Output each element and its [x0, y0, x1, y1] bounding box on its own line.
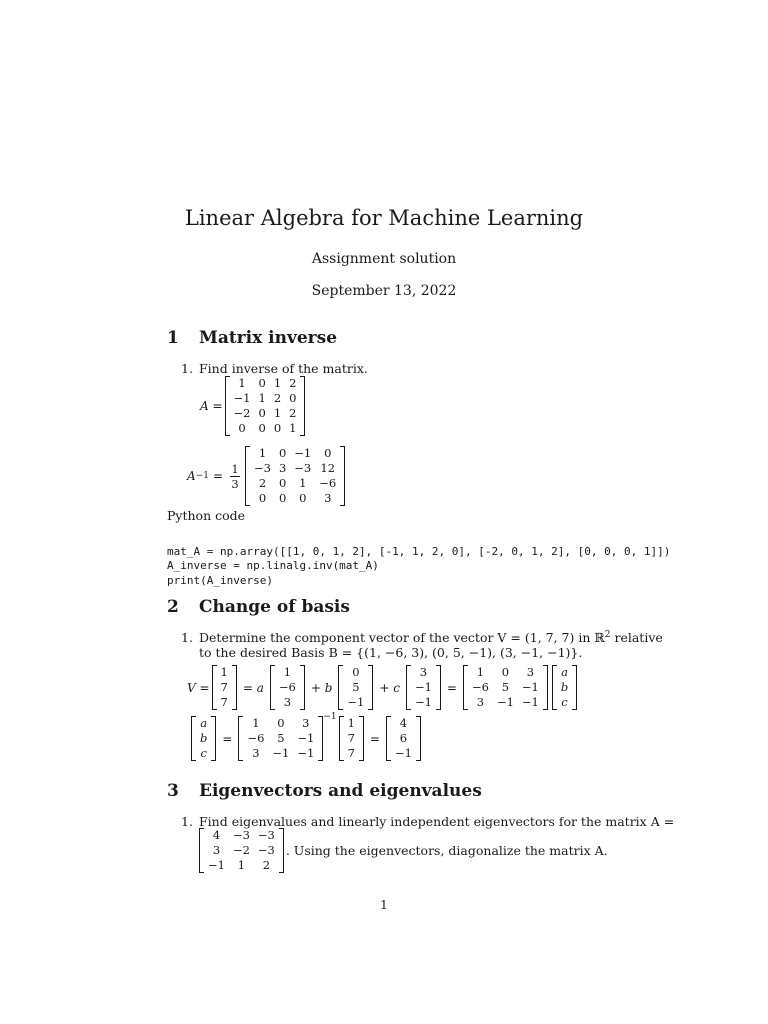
page-number: 1 — [380, 898, 388, 912]
basis-vector-2 — [338, 665, 373, 710]
matrix-A-inverse — [245, 446, 345, 506]
fraction-numerator: 1 — [231, 461, 239, 476]
vector-cell: a — [561, 665, 568, 679]
matrix-A-inverse-equation — [187, 446, 347, 506]
matrix-row — [230, 406, 301, 421]
vector-row — [344, 716, 359, 731]
matrix-cell: −3 — [257, 828, 275, 842]
result-vector — [386, 716, 421, 761]
vector-cell: 1 — [347, 716, 355, 730]
python-code-label: Python code — [167, 508, 246, 523]
matrix-cell: 3 — [476, 695, 485, 709]
matrix-row — [468, 695, 543, 710]
vector-row — [217, 680, 232, 695]
basis-vector-1-table — [275, 665, 300, 710]
vector-row — [343, 680, 368, 695]
matrix-cell: 0 — [501, 665, 510, 679]
basis-vector-2-table — [343, 665, 368, 710]
matrix-cell: −1 — [233, 391, 251, 405]
matrix-A-inverse-table — [250, 446, 340, 506]
document-subtitle: Assignment solution — [311, 251, 457, 267]
matrix-cell: −1 — [297, 731, 315, 745]
fraction-denominator: 3 — [231, 476, 239, 491]
basis-matrix-inverse — [238, 716, 323, 761]
equals-sign: = — [212, 469, 224, 483]
vector-row — [196, 746, 211, 761]
matrix-cell: 0 — [278, 446, 287, 460]
matrix-row — [204, 828, 279, 843]
matrix-cell: 0 — [289, 391, 297, 405]
vector-row — [411, 695, 436, 710]
vector-cell: b — [560, 680, 569, 694]
matrix-cell: 1 — [237, 858, 246, 872]
vector-abc — [552, 665, 577, 710]
matrix-row — [230, 391, 301, 406]
vector-V-table — [217, 665, 232, 710]
exercise-2-1-line2: to the desired Basis B = {(1, −6, 3), (0, 5, −1), (3, −1, −1)}. — [199, 645, 583, 660]
coef-b: + b — [310, 680, 333, 695]
matrix-cell: 1 — [273, 406, 282, 420]
vector-cell: −1 — [394, 746, 412, 760]
matrix-cell: −3 — [232, 828, 250, 842]
matrix-row — [204, 843, 279, 858]
vector-row — [391, 746, 416, 761]
vector-row — [275, 680, 300, 695]
document-date: September 13, 2022 — [311, 283, 457, 299]
vector-cell: −1 — [414, 680, 432, 694]
vector-row — [557, 695, 572, 710]
eigen-matrix-A — [199, 828, 284, 873]
basis-vector-1 — [270, 665, 305, 710]
matrix-row — [250, 476, 340, 491]
vector-cell: b — [200, 731, 208, 745]
vector-cell: a — [200, 716, 208, 730]
vector-row — [344, 731, 359, 746]
matrix-cell: 12 — [320, 461, 336, 475]
matrix-A-equation — [200, 376, 307, 436]
vector-abc-solution-table — [196, 716, 211, 761]
code-line: A_inverse = np.linalg.inv(mat_A) — [167, 559, 379, 572]
matrix-cell: −1 — [521, 695, 539, 709]
vector-row — [343, 695, 368, 710]
matrix-cell: −6 — [247, 731, 265, 745]
equals-sign: = — [446, 680, 457, 695]
vector-cell: 4 — [399, 716, 408, 730]
matrix-cell: −1 — [496, 695, 514, 709]
item-text-end: relative — [610, 630, 663, 646]
matrix-cell: 0 — [324, 446, 332, 460]
result-vector-table — [391, 716, 416, 761]
solution-equation — [189, 712, 423, 761]
vector-row — [196, 731, 211, 746]
basis-matrix — [463, 665, 548, 710]
vector-cell: 3 — [419, 665, 428, 679]
section-heading-1 — [167, 328, 337, 348]
vector-row — [391, 731, 416, 746]
inverse-superscript: −1 — [323, 712, 337, 722]
section-number: 2 — [167, 597, 179, 617]
vector-row — [343, 665, 368, 680]
section-title: Eigenvectors and eigenvalues — [199, 781, 482, 801]
matrix-cell: 1 — [252, 716, 260, 730]
ainv-superscript: −1 — [195, 471, 209, 481]
equals-sign: = — [222, 731, 233, 746]
vector-cell: 0 — [352, 665, 360, 679]
vector-cell: 1 — [220, 665, 228, 679]
vector-row — [275, 695, 300, 710]
vector-row — [217, 695, 232, 710]
matrix-A-table — [230, 376, 301, 436]
matrix-row — [243, 731, 318, 746]
item-text: Determine the component vector of the vector V = (1, 7, 7) in ℝ — [199, 630, 605, 646]
matrix-row — [243, 716, 318, 731]
matrix-cell: 4 — [212, 828, 221, 842]
vector-row — [557, 680, 572, 695]
matrix-cell: −1 — [208, 858, 225, 872]
basis-vector-3-table — [411, 665, 436, 710]
matrix-cell: 0 — [258, 406, 266, 420]
matrix-cell: 0 — [299, 491, 307, 505]
matrix-cell: 1 — [238, 376, 246, 390]
section-number: 1 — [167, 328, 179, 348]
vector-cell: 3 — [283, 695, 292, 709]
matrix-cell: 2 — [258, 476, 267, 490]
matrix-row — [250, 491, 340, 506]
matrix-cell: 3 — [212, 843, 221, 857]
matrix-cell: 1 — [299, 476, 307, 490]
matrix-A — [225, 376, 306, 436]
matrix-row — [468, 680, 543, 695]
section-title: Change of basis — [199, 597, 350, 617]
matrix-cell: −1 — [297, 746, 315, 760]
matrix-cell: 0 — [273, 421, 282, 435]
code-line: print(A_inverse) — [167, 573, 273, 587]
matrix-cell: 3 — [324, 491, 332, 505]
matrix-cell: 0 — [277, 716, 285, 730]
vector-row — [217, 665, 232, 680]
matrix-cell: −2 — [233, 406, 251, 420]
matrix-cell: 1 — [289, 421, 297, 435]
matrix-row — [468, 665, 543, 680]
matrix-cell: 1 — [273, 376, 282, 390]
equals-sign: = — [369, 731, 380, 746]
matrix-cell: 3 — [526, 665, 535, 679]
vector-V-solution — [339, 716, 364, 761]
vector-row — [391, 716, 416, 731]
vector-cell: 5 — [352, 680, 360, 694]
basis-vector-3 — [406, 665, 441, 710]
coef-c: + c — [379, 680, 400, 695]
exercise-2-1 — [181, 630, 663, 645]
matrix-cell: 3 — [278, 461, 287, 475]
vector-V — [212, 665, 237, 710]
vector-row — [411, 665, 436, 680]
vector-cell: c — [561, 695, 568, 709]
section-heading-3 — [167, 781, 482, 801]
vector-row — [557, 665, 572, 680]
change-of-basis-equation — [187, 665, 579, 710]
item-number: 1. — [181, 630, 193, 646]
matrix-cell: 1 — [258, 391, 266, 405]
vector-cell: 7 — [220, 695, 228, 709]
code-line: mat_A = np.array([[1, 0, 1, 2], [-1, 1, 2, 0], [-2, 0, 1, 2], [0, 0, 0, 1]]) — [167, 544, 671, 558]
matrix-cell: −1 — [272, 746, 290, 760]
vector-cell: 7 — [347, 731, 355, 745]
matrix-cell: −3 — [254, 461, 271, 475]
matrix-cell: 2 — [273, 391, 282, 405]
fraction-one-third — [230, 463, 240, 490]
vector-cell: −1 — [414, 695, 432, 709]
matrix-cell: 0 — [258, 421, 266, 435]
matrix-cell: 2 — [262, 858, 271, 872]
matrix-row — [230, 376, 301, 391]
vector-V-solution-table — [344, 716, 359, 761]
matrix-cell: 0 — [278, 491, 287, 505]
matrix-cell: 5 — [277, 731, 285, 745]
python-code-block — [167, 530, 670, 588]
vector-cell: c — [200, 746, 207, 760]
matrix-cell: −6 — [471, 680, 489, 694]
coef-a: = a — [242, 680, 264, 695]
item-number: 1. — [181, 814, 193, 829]
vector-cell: 7 — [347, 746, 355, 760]
eigen-matrix-line — [197, 828, 608, 873]
item-number: 1. — [181, 361, 193, 376]
matrix-cell: 0 — [258, 376, 266, 390]
matrix-cell: 0 — [278, 476, 287, 490]
matrix-cell: −3 — [294, 461, 312, 475]
matrix-cell: 0 — [258, 491, 267, 505]
vector-row — [275, 665, 300, 680]
matrix-cell: 2 — [289, 406, 297, 420]
matrix-A-label: A = — [200, 399, 223, 413]
basis-matrix-inverse-table — [243, 716, 318, 761]
exercise-3-1 — [181, 814, 674, 829]
item-superscript: 2 — [604, 630, 611, 640]
matrix-cell: −1 — [521, 680, 539, 694]
vector-row — [411, 680, 436, 695]
matrix-row — [204, 858, 279, 873]
basis-matrix-table — [468, 665, 543, 710]
matrix-cell: 3 — [302, 716, 310, 730]
vector-cell: −6 — [278, 680, 296, 694]
vector-V-label: V = — [187, 680, 210, 695]
matrix-cell: 2 — [289, 376, 297, 390]
vector-cell: 6 — [399, 731, 408, 745]
vector-row — [196, 716, 211, 731]
document-title: Linear Algebra for Machine Learning — [184, 206, 584, 230]
section-heading-2 — [167, 597, 350, 617]
matrix-cell: 1 — [476, 665, 485, 679]
ainv-label: A — [187, 469, 196, 483]
matrix-cell: −6 — [319, 476, 337, 490]
item-text: Find inverse of the matrix. — [199, 361, 368, 376]
eigen-matrix-A-table — [204, 828, 279, 873]
matrix-cell: −1 — [294, 446, 312, 460]
matrix-row — [243, 746, 318, 761]
item-text-post: . Using the eigenvectors, diagonalize the matrix A. — [285, 843, 608, 858]
matrix-row — [230, 421, 301, 436]
vector-cell: −1 — [347, 695, 365, 709]
exercise-1-1 — [181, 361, 368, 376]
section-number: 3 — [167, 781, 179, 801]
matrix-row — [250, 461, 340, 476]
matrix-cell: −2 — [232, 843, 250, 857]
matrix-cell: 1 — [258, 446, 267, 460]
vector-row — [344, 746, 359, 761]
matrix-cell: −3 — [257, 843, 275, 857]
matrix-row — [250, 446, 340, 461]
matrix-cell: 5 — [501, 680, 510, 694]
vector-abc-solution — [191, 716, 216, 761]
vector-cell: 1 — [283, 665, 292, 679]
vector-cell: 7 — [220, 680, 228, 694]
section-title: Matrix inverse — [199, 328, 338, 348]
matrix-cell: 3 — [252, 746, 260, 760]
vector-abc-table — [557, 665, 572, 710]
item-text: Find eigenvalues and linearly independent eigenvectors for the matrix A = — [199, 814, 675, 829]
matrix-cell: 0 — [238, 421, 246, 435]
